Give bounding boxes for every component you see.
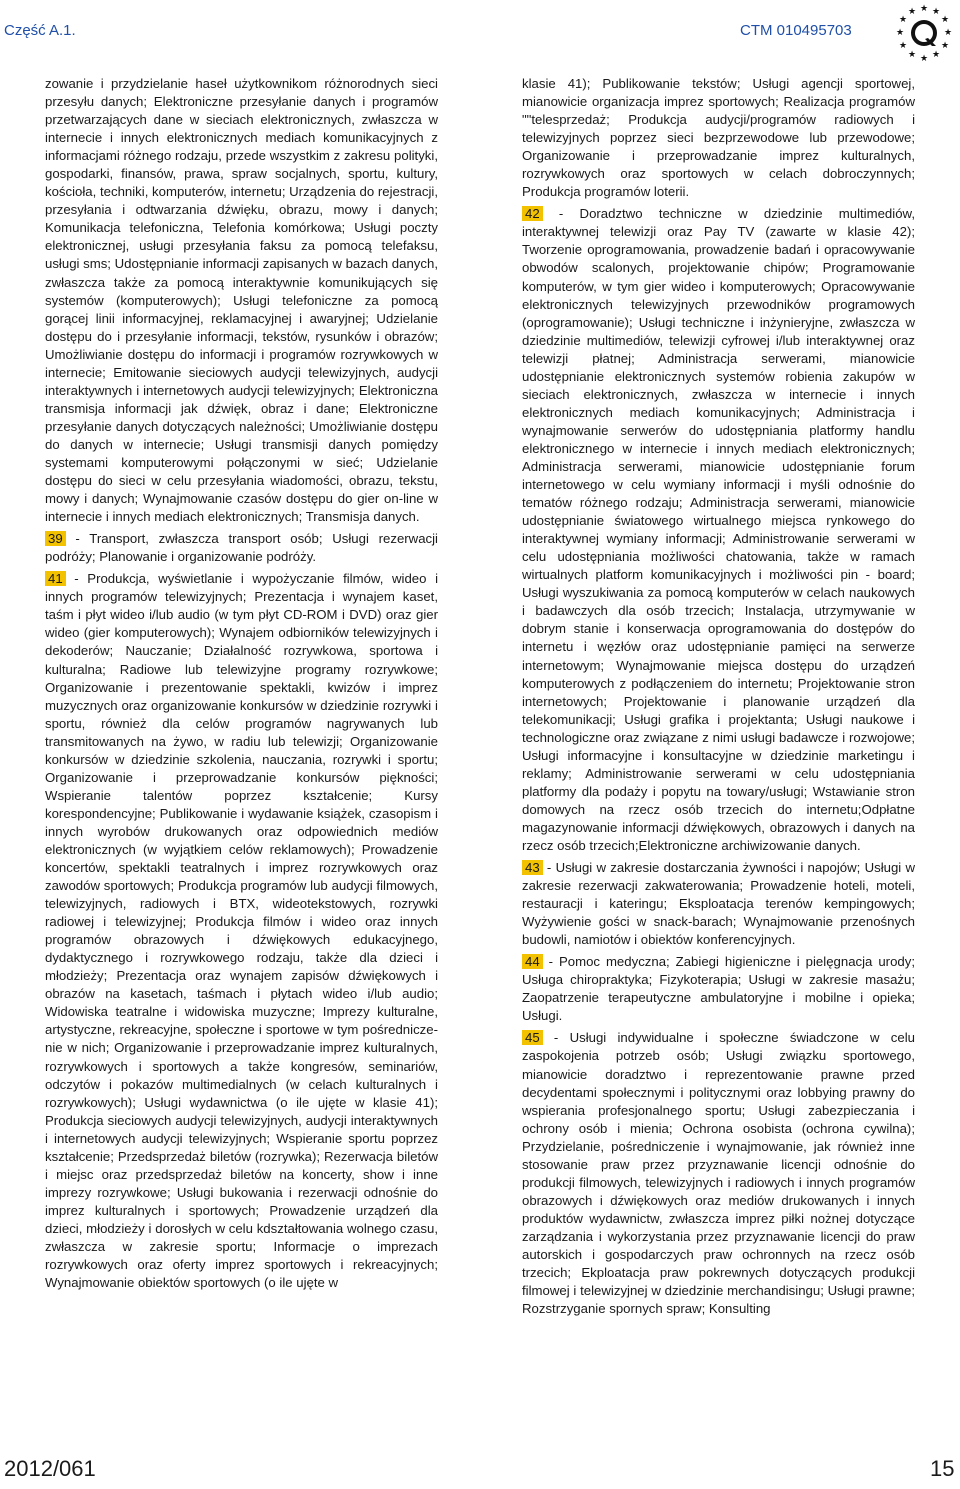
svg-text:★: ★: [907, 7, 917, 17]
class-39-number: 39: [45, 531, 66, 546]
class-42-entry: [522, 205, 915, 855]
svg-text:★: ★: [919, 4, 929, 14]
class-45-text: - Usługi indywidualne i społeczne świadczone w celu zaspokojenia potrzeb osób; Usługi związku sportowego, mianowicie doradztwo i reprezentowanie prawne przed decydentami społecznymi i politycznymi oraz lobbying prawny do wspierania profesjonalnego sportu; Usługi zabezpieczania i ochrony osób i mienia; Ochrona osobista (ochrona cywilna); Przydzielanie, pośredniczenie i wynajmowanie, jak również inne stosowanie praw przez przyznawanie licencji odnośnie do produkcji filmowych, telewizyjnych i radiowych i innych programów obrazowych i dźwiękowych oraz mediów drukowanych i innych produktów wydawnictw, zwłaszcza imprez piłki nożnej dotyczące zarządzania i wykorzystania przez przyznawanie licencji do praw autorskich i gospodarczych praw ochronnych na rzecz osób trzecich; Ekploatacja praw pokrewnych dotyczących produkcji filmowej i telewizyjnej w dziedzinie merchandisingu; Usługi prawne; Rozstrzyganie spornych spraw; Konsulting: [522, 1030, 915, 1317]
class-45-number: 45: [522, 1030, 543, 1045]
svg-text:★: ★: [940, 41, 950, 51]
class-41-number: 41: [45, 571, 66, 586]
class-44-entry: [522, 953, 915, 1025]
class-42-number: 42: [522, 206, 543, 221]
class-39-text: - Transport, zwłaszcza transport osób; Usługi rezerwacji podróży; Planowanie i organizowanie podróży.: [45, 531, 438, 565]
svg-text:★: ★: [898, 15, 908, 25]
svg-text:★: ★: [919, 54, 929, 64]
svg-text:★: ★: [931, 50, 941, 60]
svg-text:★: ★: [943, 28, 953, 38]
class-43-entry: [522, 859, 915, 949]
svg-text:★: ★: [895, 28, 905, 38]
svg-text:★: ★: [931, 7, 941, 17]
class-44-number: 44: [522, 954, 543, 969]
svg-text:★: ★: [898, 41, 908, 51]
left-column: [45, 75, 438, 1296]
class-44-text: - Pomoc medyczna; Zabiegi higieniczne i pielęgnacja urody; Usługa chiropraktyka; Fizykoterapia; Usługi w zakresie masażu; Zaopatrzenie terapeutyczne ambulatoryjne i mobilne i opieka; Usługi.: [522, 954, 915, 1024]
ctm-number: CTM 010495703: [740, 22, 852, 39]
class-43-number: 43: [522, 860, 543, 875]
class-42-text: - Doradztwo techniczne w dziedzinie multimediów, interaktywnej telewizji oraz Pay TV (zawarte w klasie 42); Tworzenie oprogramowania, prowadzenie badań i opracowywanie obwodów scalonych, projektowanie chipów; Programowanie komputerów, w tym gier wideo i komputerowych; Opracowywanie elektronicznych telewizyjnych przewodników programowych (oprogramowanie); Usługi techniczne i inżynieryjne, zwłaszcza w dziedzinie multimediów, telewizji cyfrowej i/lub interaktywnej oraz telewizji płatnej; Administracja serwerami, mianowicie udostępnianie elektronicznych systemów robienia zakupów w sieciach elektronicznych, zwłaszcza w internecie i innych elektronicznych mediach komunikacyjnych; Administracja i wynajmowanie serwerów do udostępniania platformy handlu elektronicznego w internecie i innych mediach elektronicznych; Administracja serwerami, mianowicie udostępnianie forum internetowego w celu wymiany informacji i myśli odnośnie do tematów różnego rodzaju; Administracja serwerami, mianowicie udostępnianie światowego wirtualnego miejsca rynkowego do interaktywnej wymiany informacji; Administrowanie serwerami w celu udostępniania możliwości chatowania, także w ramach wirtualnych platform komunikacyjnych i możliwości pin - board; Usługi wyszukiwania za pomocą komputerów w celach naukowych i badawczych dla osób trzecich; Instalacja, utrzymywanie w dobrym stanie i konserwacja oprogramowania do dostępów do internetu i węzłów oraz udostępnianie pamięci na serwerze internetowym; Wynajmowanie miejsca dostępu do urządzeń komputerowych z podłączeniem do internetu; Projektowanie stron internetowych; Projektowanie i planowanie urządzeń dla telekomunikacji; Usługi grafika i projektanta; Usługi naukowe i technologiczne oraz związane z nimi usługi badawcze i rozwojowe; Usługi informacyjne i konsultacyjne w dziedzinie marketingu i reklamy; Administrowanie serwerami w celu udostępniania platformy dla podaży i popytu na towary/usługi; Wstawianie stron domowych na rzecz osób trzecich do internetu;Odpłatne magazynowanie informacji dźwiękowych, obrazowych i danych na rzecz osób trzecich;Elektroniczne archiwizowanie danych.: [522, 206, 915, 853]
part-label: Część A.1.: [4, 22, 76, 39]
class-41-entry: [45, 570, 438, 1292]
ohim-logo: [890, 2, 958, 64]
paragraph-continuation: zowanie i przydzielanie haseł użytkownikom różnorodnych sieci przesyłu danych; Elektroniczne przesyłanie danych i programów przetwarzających dane w sieciach elektronicznych, zwłaszcza w internecie i innych elektronicznych mediach komunikacyjnych z informacjami różnego rodzaju, przede wszystkim z zakresu polityki, gospodarki, finansów, prawa, spraw socjalnych, sportu, kultury, kościoła, techniki, komputerów, internetu; Urządzenia do rejestracji, przesyłania i odtwarzania dźwięku, obrazu, mowy i danych; Komunikacja telefoniczna, Telefonia komórkowa; Usługi poczty elektronicznej, usługi przesyłania faksu za pomocą telefaksu, usługi sms; Udostępnianie informacji zapisanych w bazach danych, zwłaszcza także za pomocą interaktywnie komunikujących się systemów (komputerowych); Usługi telefoniczne za pomocą gorącej linii informacyjnej, reklamacyjnej i awaryjnej; Udzielanie dostępu do i przesyłanie informacji, tekstów, rysunków i obrazów; Umożliwianie dostępu do informacji i programów rozrywkowych w internecie; Emitowanie sieciowych audycji telewizyjnych, audycji interaktywnych i internetowych audycji telewizyjnych; Elektroniczna transmisja informacji jak dźwięk, obraz i dane; Elektroniczne przesyłanie danych dotyczących należności; Umożliwianie dostępu do danych w internecie; Usługi transmisji danych pomiędzy systemami komputerowymi połączonymi w sieć; Udzielanie dostępu do sieci w celu przesyłania wiadomości, obrazu, tekstu, mowy i danych; Wynajmowanie czasów dostępu do gier on-line w internecie i innych mediach elektronicznych; Transmisja danych.: [45, 76, 438, 525]
class-41-text: - Produkcja, wyświetlanie i wypożyczanie filmów, wideo i innych programów telewizyjnych; Prezentacja i wynajem kaset, taśm i płyt wideo i/lub audio (w tym płyt CD-ROM i DVD) oraz gier wideo (gier komputerowych); Wynajem odbiorników telewizyjnych i dekoderów; Nauczanie; Działalność rozrywkowa, sportowa i kulturalna; Radiowe lub telewizyjne programy rozrywkowe; Organizowanie i prezentowanie spektakli, kwizów i imprez muzycznych oraz organizowanie konkursów w dziedzinie rozrywki i sportu, również dla celów programów nagrywanych lub transmitowanych na żywo, w radiu lub telewizji; Organizowanie konkursów w dziedzinie szkolenia, nauczania, rozrywki i sportu; Organizowanie i przeprowadzanie konkursów piękności; Wspieranie talentów poprzez kształcenie; Kursy korespondencyjne; Publikowanie i wydawanie książek, czasopism i innych wyrobów drukowanych oraz odpowiednich mediów elektronicznych (w wyjątkiem celów reklamowych); Prowadzenie koncertów, spektakli teatralnych i imprez rozrywkowych oraz zawodów sportowych; Produkcja programów lub audycji filmowych, telewizyjnych, radiowych i BTX, wideotekstowych, rozrywki radiowej i telewizyjnej; Produkcja filmów i wideo oraz innych programów obrazowych i dźwiękowych edukacyjnego, dydaktycznego i rozrywkowego rodzaju, także dla dzieci i młodzieży; Prezentacja oraz wynajem zapisów dźwiękowych i obrazów na kasetach, taśmach i płytach wideo i/lub audio; Widowiska teatralne i widowiska muzyczne; Imprezy kulturalne, artystyczne, rekreacyjne, społeczne i sportowe w tym pośredniczenie w nich; Organizowanie i przeprowadzanie imprez kulturalnych, rozrywkowych i sportowych a także kongresów, seminariów, odczytów i pokazów multimedialnych (w celach kulturalnych i rozrywkowych); Usługi wydawnictwa (o ile ujęte w klasie 41); Produkcja sieciowych audycji telewizyjnych, audycji interaktywnych i internetowych audycji telewizyjnych; Wspieranie sportu poprzez kształcenie; Przedsprzedaż biletów (rozrywka); Rezerwacja biletów i miejsc oraz przedsprzedaż biletów na koncerty, show i inne imprezy rozrywkowe; Usługi bukowania i rezerwacji odnośnie do imprez kulturalnych i sportowych; Prowadzenie urządzeń dla dzieci, młodzieży i dorosłych w celu kdształtowania wolnego czasu, zwłaszcza w zakresie sportu; Informacje o imprezach rozrywkowych oraz oferty imprez sportowych i rekreacyjnych; Wynajmowanie obiektów sportowych (o ile ujęte w: [45, 571, 438, 1291]
class-39-entry: [45, 530, 438, 566]
class-45-entry: [522, 1029, 915, 1318]
issue-number: 2012/061: [4, 1456, 96, 1481]
svg-text:★: ★: [940, 15, 950, 25]
paragraph-continuation-right: klasie 41); Publikowanie tekstów; Usługi agencji sportowej, mianowicie organizacja imprez sportowych; Realizacja programów ""telesprzedaż; Produkcja audycji/programów radiowych i telewizyjnych poprzez sieci bezprzewodowe lub przewodowe; Organizowanie i przeprowadzanie imprez kulturalnych, rozrywkowych oraz sportowych w celach dobroczynnych; Produkcja programów loterii.: [522, 76, 915, 200]
right-column: [522, 75, 915, 1322]
page-number: 15: [930, 1456, 955, 1481]
class-43-text: - Usługi w zakresie dostarczania żywności i napojów; Usługi w zakresie rezerwacji zakwaterowania; Prowadzenie hoteli, moteli, restauracji i kateringu; Eksploatacja terenów kempingowych; Wyżywienie gości w snack-barach; Wynajmowanie przenośnych budowli, namiotów i obiektów konferencyjnych.: [522, 860, 915, 948]
svg-text:★: ★: [907, 50, 917, 60]
